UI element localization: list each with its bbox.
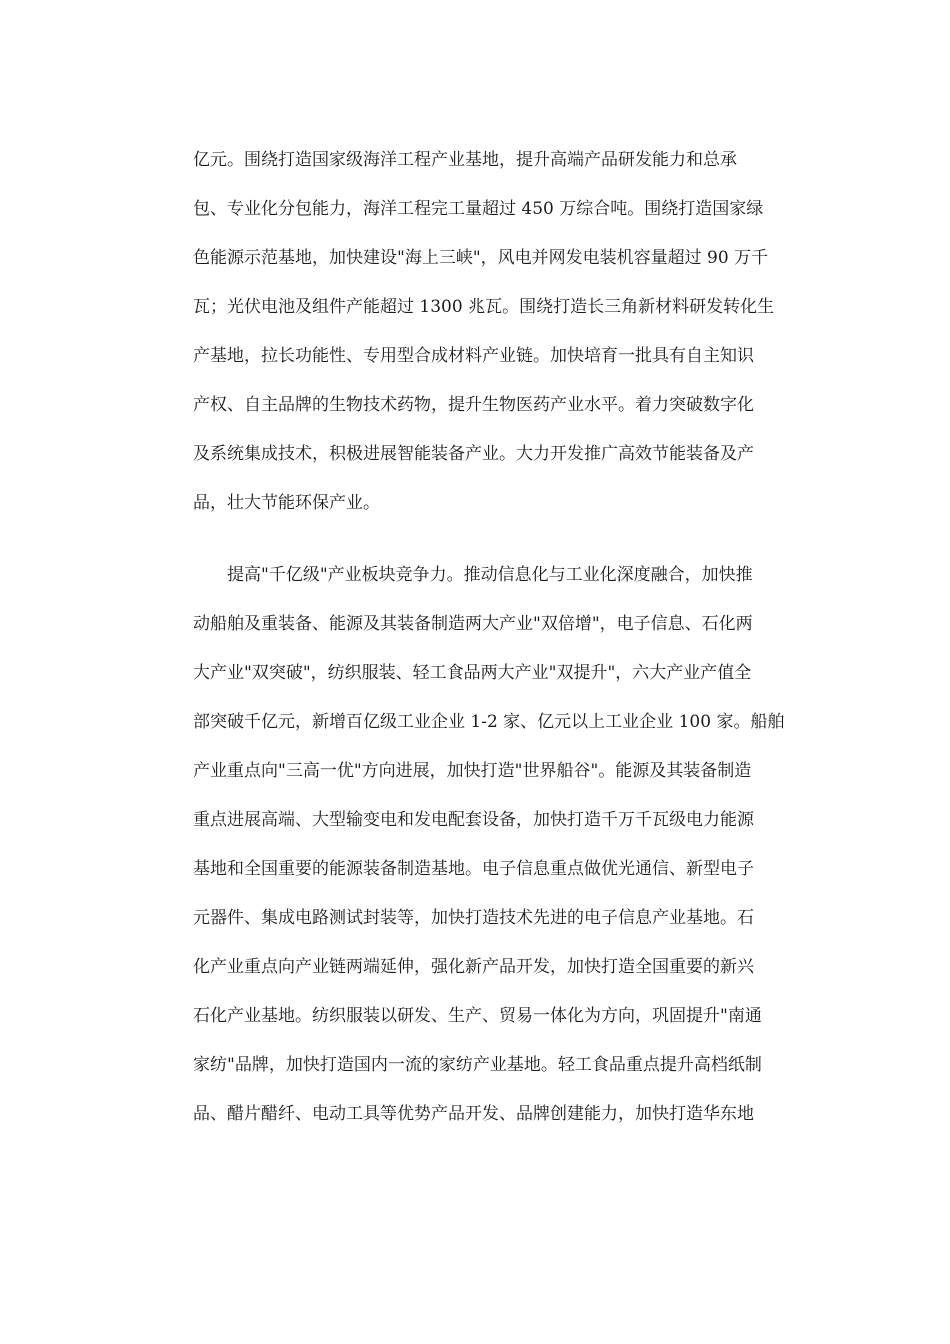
text-line: 产权、自主品牌的生物技术药物，提升生物医药产业水平。着力突破数字化 (193, 395, 754, 415)
text-line: 重点进展高端、大型输变电和发电配套设备，加快打造千万千瓦级电力能源 (193, 810, 754, 830)
paragraph-1 (193, 136, 773, 528)
text-line: 提高"千亿级"产业板块竞争力。推动信息化与工业化深度融合，加快推 (193, 565, 753, 585)
text-line: 包、专业化分包能力，海洋工程完工量超过 450 万综合吨。围绕打造国家绿 (193, 199, 764, 219)
text-line: 动船舶及重装备、能源及其装备制造两大产业"双倍增"，电子信息、石化两 (193, 614, 753, 634)
text-line: 产业重点向"三高一优"方向进展，加快打造"世界船谷"。能源及其装备制造 (193, 761, 752, 781)
text-line: 色能源示范基地，加快建设"海上三峡"，风电并网发电装机容量超过 90 万千 (193, 248, 769, 268)
text-line: 石化产业基地。纺织服装以研发、生产、贸易一体化为方向，巩固提升"南通 (193, 1006, 762, 1026)
text-line: 元器件、集成电路测试封装等，加快打造技术先进的电子信息产业基地。石 (193, 908, 754, 928)
text-line: 品、醋片醋纤、电动工具等优势产品开发、品牌创建能力，加快打造华东地 (193, 1104, 754, 1124)
text-line: 及系统集成技术，积极进展智能装备产业。大力开发推广高效节能装备及产 (193, 444, 754, 464)
paragraph-2 (193, 551, 785, 1139)
text-line: 大产业"双突破"，纺织服装、轻工食品两大产业"双提升"，六大产业产值全 (193, 663, 752, 683)
text-line: 部突破千亿元，新增百亿级工业企业 1-2 家、亿元以上工业企业 100 家。船舶 (193, 712, 785, 732)
text-line: 产基地，拉长功能性、专用型合成材料产业链。加快培育一批具有自主知识 (193, 346, 754, 366)
text-line: 品，壮大节能环保产业。 (193, 493, 380, 513)
text-line: 家纺"品牌，加快打造国内一流的家纺产业基地。轻工食品重点提升高档纸制 (193, 1055, 762, 1075)
text-line: 化产业重点向产业链两端延伸，强化新产品开发，加快打造全国重要的新兴 (193, 957, 754, 977)
text-line: 亿元。围绕打造国家级海洋工程产业基地，提升高端产品研发能力和总承 (193, 150, 737, 170)
text-line: 基地和全国重要的能源装备制造基地。电子信息重点做优光通信、新型电子 (193, 859, 754, 879)
text-line: 瓦；光伏电池及组件产能超过 1300 兆瓦。围绕打造长三角新材料研发转化生 (193, 297, 775, 317)
